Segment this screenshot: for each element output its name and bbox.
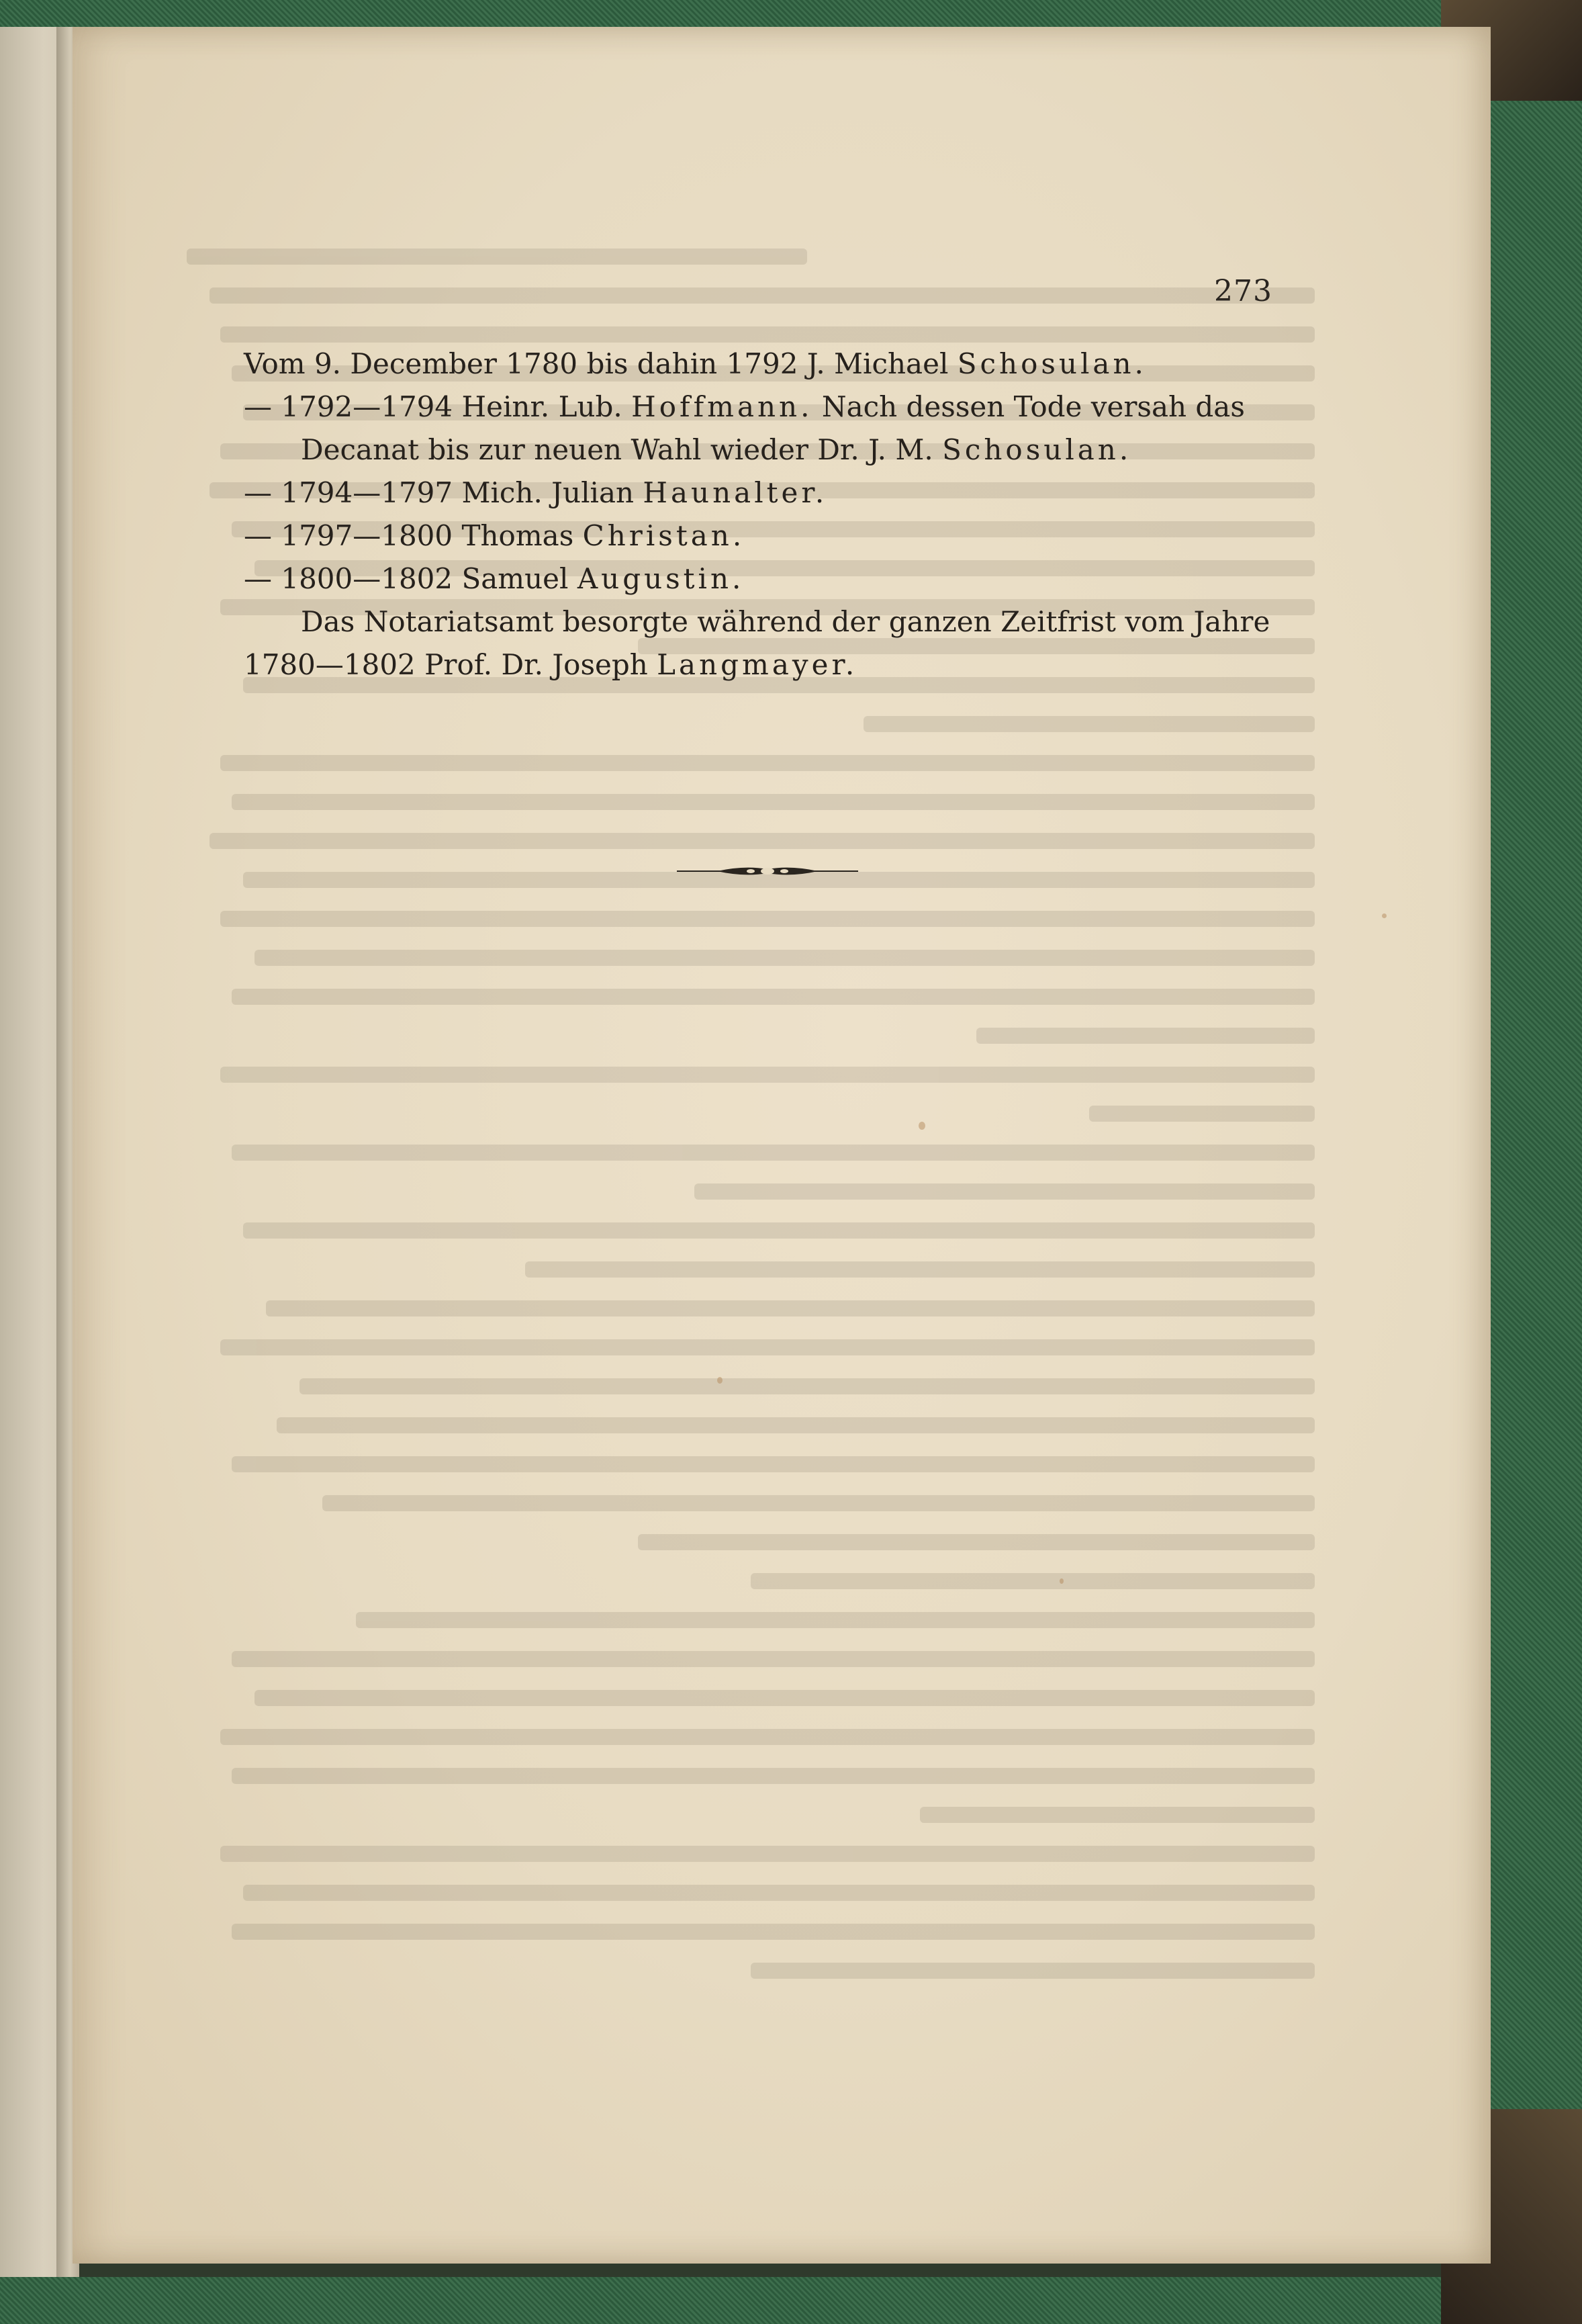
text-line: — 1797—1800 Thomas Christan. <box>244 519 745 552</box>
text-line: Das Notariatsamt besorgte während der ganzen Zeitfrist vom Jahre <box>301 605 1270 638</box>
book-cover-bottom <box>0 2277 1582 2324</box>
name-spaced: Haunalter. <box>643 476 828 509</box>
name-spaced: Christan. <box>582 519 745 552</box>
text-line: Decanat bis zur neuen Wahl wieder Dr. J. M. Schosulan. <box>301 433 1132 466</box>
name-spaced: Augustin. <box>577 562 745 595</box>
page-number: 273 <box>1214 274 1272 308</box>
book-page <box>73 27 1491 2264</box>
text-line: — 1792—1794 Heinr. Lub. Hoffmann. Nach dessen Tode versah das <box>244 390 1245 423</box>
paper-speck <box>1060 1578 1064 1584</box>
book-cover-top <box>0 0 1582 27</box>
name-spaced: Langmayer. <box>657 648 858 681</box>
text-line: — 1794—1797 Mich. Julian Haunalter. <box>244 476 828 509</box>
ornament-divider-icon <box>677 861 858 881</box>
text-line: 1780—1802 Prof. Dr. Joseph Langmayer. <box>244 648 858 681</box>
paper-speck <box>1382 913 1387 918</box>
main-text <box>244 343 1345 686</box>
book-cover-right <box>1488 0 1582 2324</box>
text-line: Vom 9. December 1780 bis dahin 1792 J. Michael Schosulan. <box>244 347 1147 380</box>
name-spaced: Schosulan. <box>942 433 1132 466</box>
name-spaced: Schosulan. <box>957 347 1147 380</box>
name-spaced: Hoffmann. <box>631 390 813 423</box>
paper-speck <box>717 1377 723 1384</box>
text-line: — 1800—1802 Samuel Augustin. <box>244 562 745 595</box>
paper-speck <box>919 1122 925 1130</box>
